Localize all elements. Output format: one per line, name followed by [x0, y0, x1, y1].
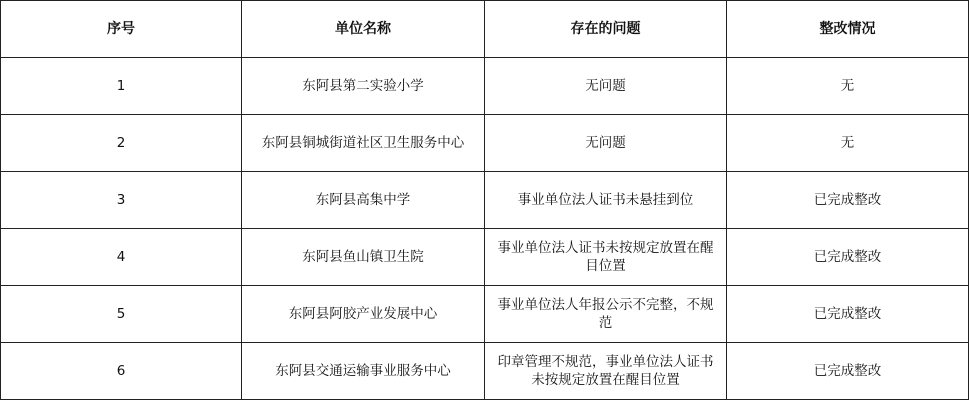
table-row	[1, 286, 969, 343]
cell-issue-text: 事业单位法人证书未悬挂到位	[517, 192, 694, 208]
cell-no-text: 1	[116, 78, 126, 94]
cell-issue	[485, 115, 727, 172]
table-row	[1, 58, 969, 115]
cell-no	[1, 115, 242, 172]
table-row	[1, 115, 969, 172]
cell-no-text: 2	[116, 135, 126, 151]
cell-status-text: 无	[840, 135, 855, 151]
cell-unit-name	[242, 286, 485, 343]
cell-no	[1, 343, 242, 400]
cell-unit-name-text: 东阿县鱼山镇卫生院	[302, 249, 424, 265]
cell-unit-name	[242, 58, 485, 115]
cell-unit-name-text: 东阿县高集中学	[315, 192, 411, 208]
cell-issue	[485, 229, 727, 286]
header-issue: 存在的问题	[485, 1, 727, 58]
cell-unit-name-text: 东阿县第二实验小学	[302, 78, 424, 94]
cell-issue	[485, 58, 727, 115]
cell-no	[1, 58, 242, 115]
cell-issue	[485, 172, 727, 229]
cell-status-text: 无	[840, 78, 855, 94]
cell-no-text: 3	[116, 192, 126, 208]
cell-status-text: 已完成整改	[813, 363, 882, 379]
cell-unit-name	[242, 343, 485, 400]
header-no: 序号	[1, 1, 242, 58]
cell-unit-name	[242, 229, 485, 286]
cell-status	[727, 172, 969, 229]
table-header-row	[1, 1, 969, 58]
cell-status-text: 已完成整改	[813, 306, 882, 322]
cell-issue-text: 事业单位法人证书未按规定放置在醒目位置	[497, 240, 714, 274]
cell-unit-name	[242, 115, 485, 172]
cell-unit-name	[242, 172, 485, 229]
cell-issue	[485, 286, 727, 343]
cell-unit-name-text: 东阿县铜城街道社区卫生服务中心	[261, 135, 465, 151]
cell-status	[727, 286, 969, 343]
table-row	[1, 172, 969, 229]
cell-no-text: 6	[116, 363, 126, 379]
cell-issue-text: 印章管理不规范，事业单位法人证书未按规定放置在醒目位置	[497, 354, 714, 388]
cell-status	[727, 58, 969, 115]
table-row	[1, 229, 969, 286]
cell-issue-text: 无问题	[585, 78, 626, 94]
table-row	[1, 343, 969, 400]
cell-unit-name-text: 东阿县交通运输事业服务中心	[275, 363, 451, 379]
cell-issue	[485, 343, 727, 400]
cell-no	[1, 172, 242, 229]
cell-status-text: 已完成整改	[813, 249, 882, 265]
cell-no	[1, 286, 242, 343]
cell-status	[727, 343, 969, 400]
header-status: 整改情况	[727, 1, 969, 58]
cell-no-text: 5	[116, 306, 126, 322]
cell-status	[727, 115, 969, 172]
cell-issue-text: 事业单位法人年报公示不完整，不规范	[497, 297, 714, 331]
cell-no-text: 4	[116, 249, 126, 265]
cell-unit-name-text: 东阿县阿胶产业发展中心	[288, 306, 438, 322]
cell-no	[1, 229, 242, 286]
cell-status-text: 已完成整改	[813, 192, 882, 208]
header-unit-name: 单位名称	[242, 1, 485, 58]
cell-issue-text: 无问题	[585, 135, 626, 151]
cell-status	[727, 229, 969, 286]
